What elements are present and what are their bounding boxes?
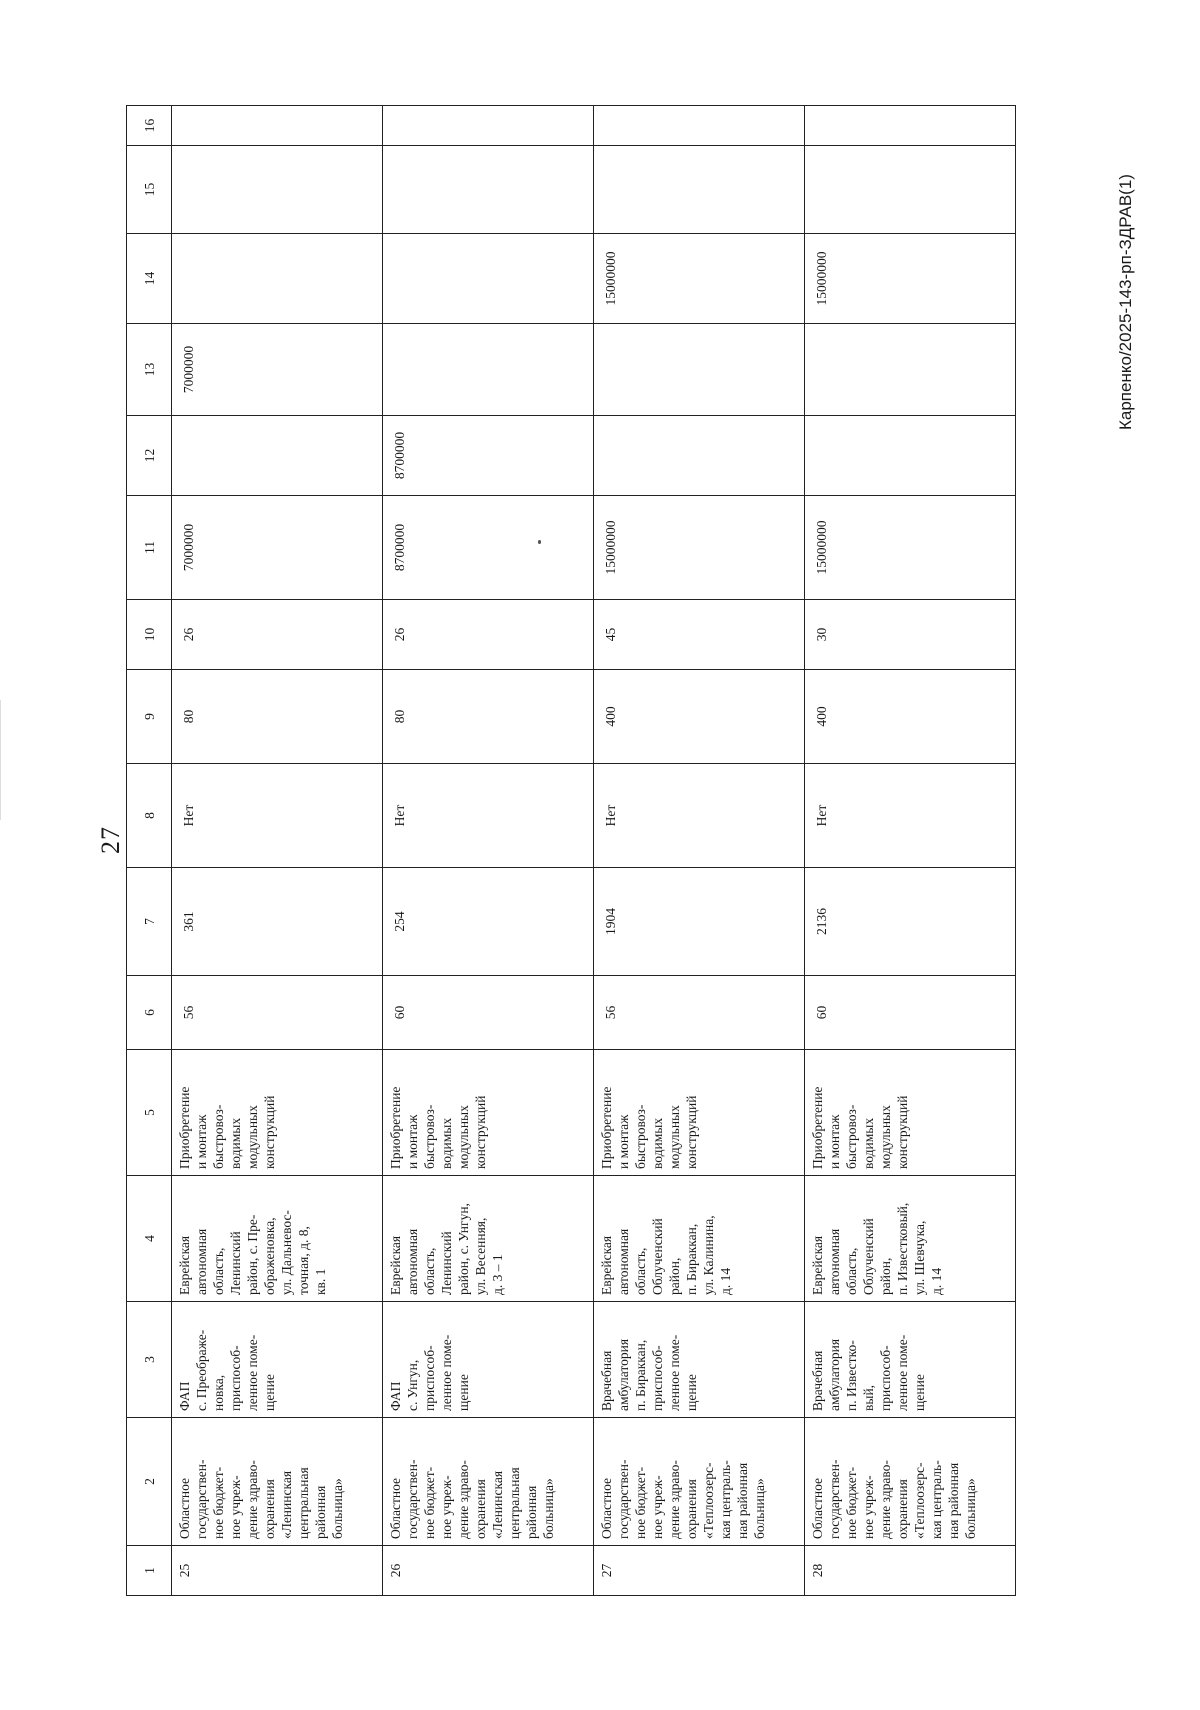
col-header-7: 7 [127,868,172,976]
value-cell-14: 15000000 [594,234,805,324]
col-header-12: 12 [127,416,172,496]
value-cell-8: Нет [172,764,383,868]
scan-edge-mark [0,700,1,820]
value-cell-15 [172,146,383,234]
row-index: 25 [172,1546,383,1596]
value-cell-7: 254 [383,868,594,976]
row-index: 27 [594,1546,805,1596]
col-header-1: 1 [127,1546,172,1596]
value-cell-11: 15000000 [805,496,1016,600]
value-cell-6: 56 [594,976,805,1050]
value-cell-9: 400 [594,670,805,764]
address-cell: Еврейская автономная область, Облученский район, п. Бираккан, ул. Калинина, д. 14 [594,1176,805,1302]
value-cell-7: 361 [172,868,383,976]
institution-cell: Областное государствен- ное бюджет- ное учреж- дение здраво- охранения «Теплоозерс- кая централь- ная районная больница» [594,1418,805,1546]
value-cell-12 [594,416,805,496]
value-cell-9: 80 [172,670,383,764]
value-cell-6: 60 [383,976,594,1050]
col-header-10: 10 [127,600,172,670]
value-cell-16 [805,106,1016,146]
work-type-cell: Приобретение и монтаж быстровоз- водимых модульных конструкций [383,1050,594,1176]
value-cell-8: Нет [805,764,1016,868]
value-cell-12 [172,416,383,496]
value-cell-10: 45 [594,600,805,670]
value-cell-16 [383,106,594,146]
page-number: 27 [96,826,125,854]
address-cell: Еврейская автономная область, Ленинский район, с. Унгун, ул. Весенняя, д. 3 – 1 [383,1176,594,1302]
value-cell-6: 56 [172,976,383,1050]
value-cell-8: Нет [383,764,594,868]
table-row [383,106,594,1596]
facility-cell: Врачебная амбулатория п. Бираккан, приспособ- ленное поме- щение [594,1302,805,1418]
value-cell-10: 26 [383,600,594,670]
row-index: 28 [805,1546,1016,1596]
facility-cell: ФАП с. Преображе- новка, приспособ- ленное поме- щение [172,1302,383,1418]
facility-cell: ФАП с. Унгун, приспособ- ленное поме- щение [383,1302,594,1418]
value-cell-10: 30 [805,600,1016,670]
work-type-cell: Приобретение и монтаж быстровоз- водимых модульных конструкций [172,1050,383,1176]
address-cell: Еврейская автономная область, Ленинский район, с. Пре- ображеновка, ул. Дальневос- точная, д. 8, кв. 1 [172,1176,383,1302]
col-header-4: 4 [127,1176,172,1302]
value-cell-10: 26 [172,600,383,670]
table-container [126,106,1016,1596]
col-header-6: 6 [127,976,172,1050]
col-header-13: 13 [127,324,172,416]
value-cell-7: 2136 [805,868,1016,976]
header-row [127,106,172,1596]
value-cell-11: 8700000 [383,496,594,600]
value-cell-12: 8700000 [383,416,594,496]
address-cell: Еврейская автономная область, Облученский район, п. Известковый, ул. Шевчука, д. 14 [805,1176,1016,1302]
value-cell-13 [805,324,1016,416]
col-header-11: 11 [127,496,172,600]
document-code: Карпенко/2025-143-рп-ЗДРАВ(1) [1116,174,1135,430]
value-cell-14 [172,234,383,324]
value-cell-15 [594,146,805,234]
col-header-16: 16 [127,106,172,146]
col-header-5: 5 [127,1050,172,1176]
col-header-15: 15 [127,146,172,234]
institution-cell: Областное государствен- ное бюджет- ное учреж- дение здраво- охранения «Ленинская центральная районная больница» [172,1418,383,1546]
value-cell-9: 400 [805,670,1016,764]
value-cell-12 [805,416,1016,496]
value-cell-11: 7000000 [172,496,383,600]
value-cell-15 [805,146,1016,234]
value-cell-13 [383,324,594,416]
value-cell-15 [383,146,594,234]
table-row [594,106,805,1596]
table-row [172,106,383,1596]
col-header-8: 8 [127,764,172,868]
work-type-cell: Приобретение и монтаж быстровоз- водимых модульных конструкций [805,1050,1016,1176]
col-header-9: 9 [127,670,172,764]
value-cell-13 [594,324,805,416]
value-cell-7: 1904 [594,868,805,976]
value-cell-11: 15000000 [594,496,805,600]
value-cell-13: 7000000 [172,324,383,416]
value-cell-8: Нет [594,764,805,868]
col-header-2: 2 [127,1418,172,1546]
work-type-cell: Приобретение и монтаж быстровоз- водимых модульных конструкций [594,1050,805,1176]
facilities-table [126,105,1016,1596]
table-row [805,106,1016,1596]
value-cell-14 [383,234,594,324]
col-header-14: 14 [127,234,172,324]
value-cell-9: 80 [383,670,594,764]
value-cell-16 [172,106,383,146]
facility-cell: Врачебная амбулатория п. Известко- вый, приспособ- ленное поме- щение [805,1302,1016,1418]
institution-cell: Областное государствен- ное бюджет- ное учреж- дение здраво- охранения «Ленинская центральная районная больница» [383,1418,594,1546]
value-cell-16 [594,106,805,146]
row-index: 26 [383,1546,594,1596]
col-header-3: 3 [127,1302,172,1418]
institution-cell: Областное государствен- ное бюджет- ное учреж- дение здраво- охранения «Теплоозерс- кая централь- ная районная больница» [805,1418,1016,1546]
value-cell-14: 15000000 [805,234,1016,324]
value-cell-6: 60 [805,976,1016,1050]
